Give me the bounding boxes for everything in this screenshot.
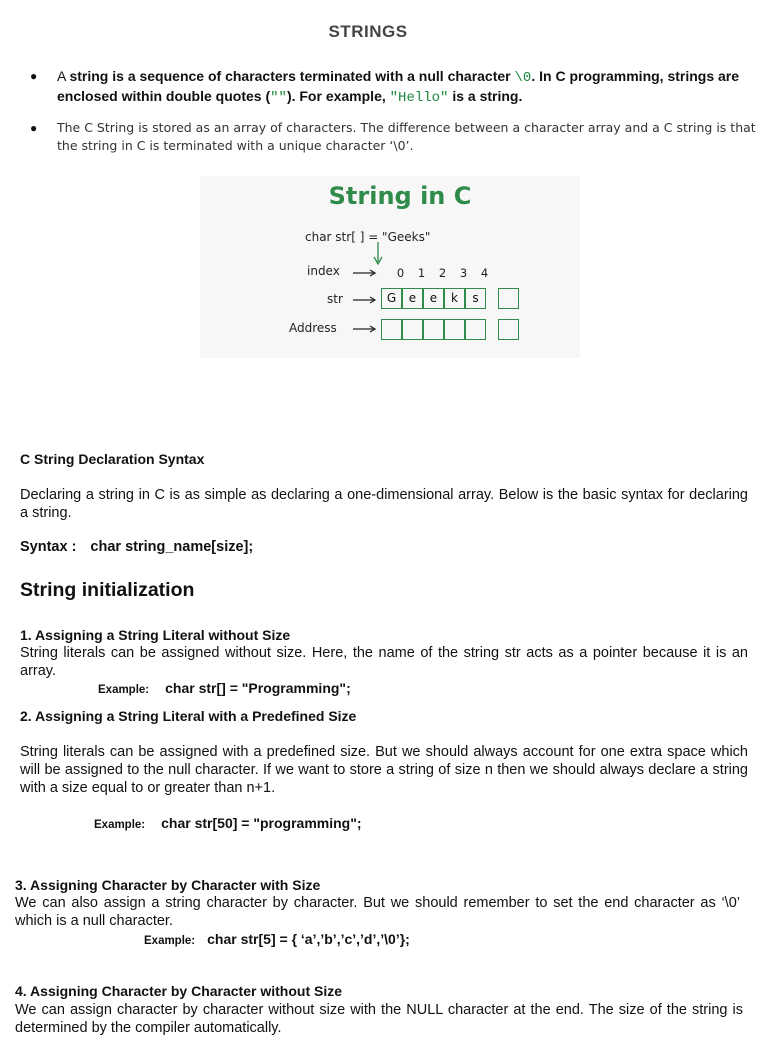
index-row [390,266,495,280]
bullet-array-storage: The C String is stored as an array of characters. The difference between a character array and a C string is that the string in C is terminated with a unique character ‘\0’. [57,120,756,153]
declaration-paragraph: Declaring a string in C is as simple as declaring a one-dimensional array. Below is the basic syntax for declaring a string. [20,487,748,521]
index-value: 2 [438,266,447,280]
index-value: 1 [417,266,426,280]
init-item-text: String literals can be assigned with a predefined size. But we should always account for one extra space which will be assigned to the null character. If we want to store a string of size n then we should always declare a string with a size equal to or greater than n+1. [20,744,748,796]
example-code: char str[50] = "programming"; [161,815,362,831]
char-cell: G [381,288,402,309]
syntax-label: Syntax : [20,539,77,555]
arrow-right-icon [352,324,378,334]
init-item-heading: 1. Assigning a String Literal without Size [20,627,291,643]
init-item-heading: 3. Assigning Character by Character with Size [15,877,321,893]
char-cell: s [465,288,486,309]
inline-code: \0 [514,70,532,86]
example-line [98,680,351,698]
syntax-line [20,539,253,555]
example-line [144,931,410,949]
init-item-heading: 2. Assigning a String Literal with a Predefined Size [20,708,357,724]
address-cell [423,319,444,340]
init-heading: String initialization [20,579,195,601]
init-item-text: String literals can be assigned without size. Here, the name of the string str acts as a pointer because it is an array. [20,645,748,679]
bullet-marker: ● [30,121,38,135]
bullet-text: . In C programming, strings are enclosed within double quotes ( [57,68,740,104]
bullet-text: ). For example, [286,88,390,104]
init-item-heading: 4. Assigning Character by Character without Size [15,983,343,999]
example-label: Example: [94,819,146,831]
index-value: 0 [396,266,405,280]
bullet-string-definition [57,67,747,107]
figure-declaration: char str[ ] = "Geeks" [305,230,431,244]
example-code: char str[] = "Programming"; [165,680,351,696]
example-code: char str[5] = { ‘a’,’b’,’c’,’d’,’\0’}; [207,931,410,947]
address-cell [465,319,486,340]
down-arrow-icon [372,242,384,266]
declaration-heading: C String Declaration Syntax [20,451,205,467]
arrow-right-icon [352,295,378,305]
char-cell: e [423,288,444,309]
char-cell: k [444,288,465,309]
syntax-code: char string_name[size]; [90,539,254,555]
address-cell [498,319,519,340]
str-label: str [327,292,343,306]
index-label: index [307,264,340,278]
init-item-text: We can also assign a string character by character. But we should remember to set the end character as ‘\0’ which is a null character. [15,895,740,929]
bullet-marker: ● [30,69,38,83]
example-label: Example: [98,684,150,696]
bullet-text: is a string. [448,88,523,104]
address-cell [381,319,402,340]
address-cell [444,319,465,340]
inline-code: "" [270,90,287,106]
example-label: Example: [144,935,196,947]
bullet-text: string is a sequence of characters terminated with a null character [69,68,515,84]
inline-code: "Hello" [389,90,449,106]
page-title: STRINGS [328,22,408,41]
example-line [94,815,362,833]
char-cell: e [402,288,423,309]
arrow-right-icon [352,268,378,278]
index-value: 4 [480,266,489,280]
init-item-text: We can assign character by character without size with the NULL character at the end. The size of the string is determined by the compiler automatically. [15,1002,743,1036]
address-cell [402,319,423,340]
figure-title: String in C [328,182,472,210]
string-in-c-figure [200,176,580,358]
address-label: Address [289,321,337,335]
bullet-text: A [57,68,70,84]
char-cell [498,288,519,309]
index-value: 3 [459,266,468,280]
